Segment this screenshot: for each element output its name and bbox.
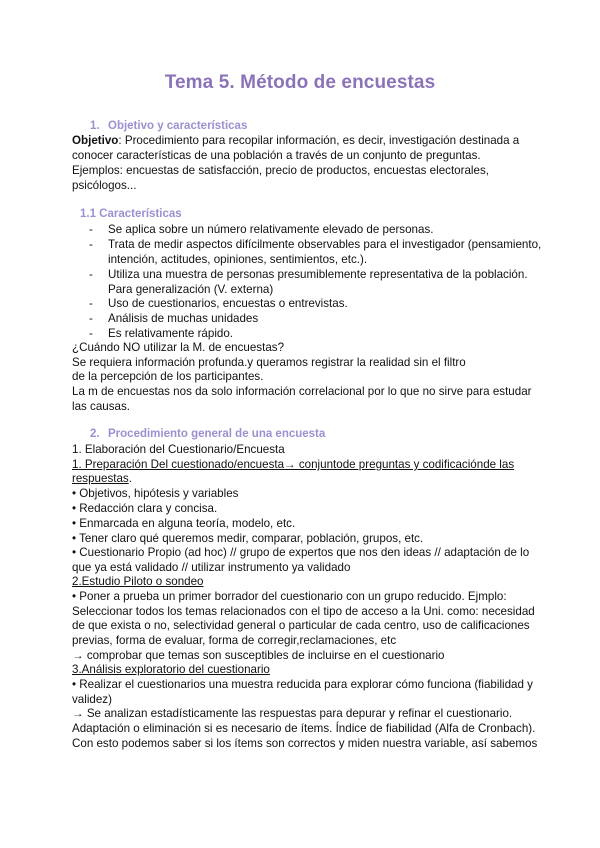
list-item: • Redacción clara y concisa.: [72, 502, 218, 515]
list-item: • Enmarcada en alguna teoría, modelo, etc.: [72, 517, 296, 530]
section-2-title: Procedimiento general de una encuesta: [108, 428, 326, 440]
text-line: de la percepción de los participantes.: [72, 370, 264, 383]
list-item: Utiliza una muestra de personas presumiblemente representativa de la población.: [108, 268, 528, 281]
section-1-title: Objetivo y características: [108, 120, 248, 132]
objetivo-line-1: [72, 134, 519, 148]
bullet-dash: -: [89, 297, 93, 310]
text-line: → comprobar que temas son susceptibles de incluirse en el cuestionario: [72, 649, 445, 662]
text-line: La m de encuestas nos da solo información correlacional por lo que no sirve para estudar: [72, 385, 532, 398]
subheading-estudio-piloto: 2.Estudio Piloto o sondeo: [72, 575, 204, 588]
text-line: • Poner a prueba un primer borrador del cuestionario con un grupo reducido. Ejmplo:: [72, 590, 507, 603]
list-item: Es relativamente rápido.: [108, 327, 234, 340]
text-line: Seleccionar todos los temas relacionados con el tipo de acceso a la Uni. como: necesidad: [72, 605, 535, 618]
page-title: Tema 5. Método de encuestas: [164, 72, 436, 93]
bullet-dash: -: [89, 268, 93, 281]
list-item: Trata de medir aspectos difícilmente observables para el investigador (pensamiento,: [108, 238, 542, 251]
section-1-number: 1.: [90, 120, 100, 132]
list-item: Uso de cuestionarios, encuestas o entrevistas.: [108, 297, 348, 310]
text-line: ¿Cuándo NO utilizar la M. de encuestas?: [72, 341, 285, 354]
list-item: Análisis de muchas unidades: [108, 312, 259, 325]
text-line: de que exista o no, selectividad general o particular de cada centro, uso de calificaciones: [72, 619, 530, 632]
text-line: → Se analizan estadísticamente las respuestas para depurar y refinar el cuestionario.: [72, 707, 513, 720]
list-item-continuation: Para generalización (V. externa): [108, 283, 274, 296]
bullet-dash: -: [89, 238, 93, 251]
text-line: Con esto podemos saber si los ítems son correctos y miden nuestra variable, así sabemos: [72, 737, 538, 750]
text-line: que ya está validado // utilizar instrumento ya validado: [72, 561, 351, 574]
text-line: Adaptación o eliminación si es necesario de ítems. Índice de fiabilidad (Alfa de Cronbach).: [72, 722, 536, 735]
subheading-analisis: 3.Análisis exploratorio del cuestionario: [72, 663, 270, 676]
section-1-1-heading: 1.1 Características: [80, 208, 182, 220]
ejemplos-line-2: psicólogos...: [72, 179, 137, 192]
objetivo-label: Objetivo: [72, 134, 119, 147]
bullet-dash: -: [89, 312, 93, 325]
list-item: • Tener claro qué queremos medir, comparar, población, grupos, etc.: [72, 532, 424, 545]
bullet-dash: -: [89, 223, 93, 236]
subheading-preparacion-continued: respuestas.: [72, 472, 132, 485]
objetivo-line-2: conocer características de una población a través de un conjunto de preguntas.: [72, 149, 481, 162]
section-1-heading: [90, 120, 247, 132]
text-line: previas, forma de evaluar, forma de corregir,reclamaciones, etc: [72, 634, 397, 647]
objetivo-text: : Procedimiento para recopilar información, es decir, investigación destinada a: [118, 134, 520, 147]
list-item: Se aplica sobre un número relativamente elevado de personas.: [108, 223, 434, 236]
list-item: • Cuestionario Propio (ad hoc) // grupo de expertos que nos den ideas // adaptación de lo: [72, 546, 530, 559]
ejemplos-line-1: Ejemplos: encuestas de satisfacción, precio de productos, encuestas electorales,: [72, 164, 489, 177]
section-2-number: 2.: [90, 428, 100, 440]
text-line: Se requiera información profunda.y queramos registrar la realidad sin el filtro: [72, 356, 466, 369]
subheading-preparacion: 1. Preparación Del cuestionado/encuesta→ conjuntode preguntas y codificaciónde las: [72, 458, 515, 471]
bullet-dash: -: [89, 327, 93, 340]
text-line: las causas.: [72, 400, 130, 413]
list-item-continuation: intención, actitudes, opiniones, sentimientos, etc.).: [108, 253, 368, 266]
text-line: validez): [72, 693, 112, 706]
section-2-heading: [90, 428, 325, 440]
text-line: 1. Elaboración del Cuestionario/Encuesta: [72, 443, 285, 456]
list-item: • Objetivos, hipótesis y variables: [72, 487, 239, 500]
text-line: • Realizar el cuestionarios una muestra reducida para explorar cómo funciona (fiabilidad y: [72, 678, 533, 691]
